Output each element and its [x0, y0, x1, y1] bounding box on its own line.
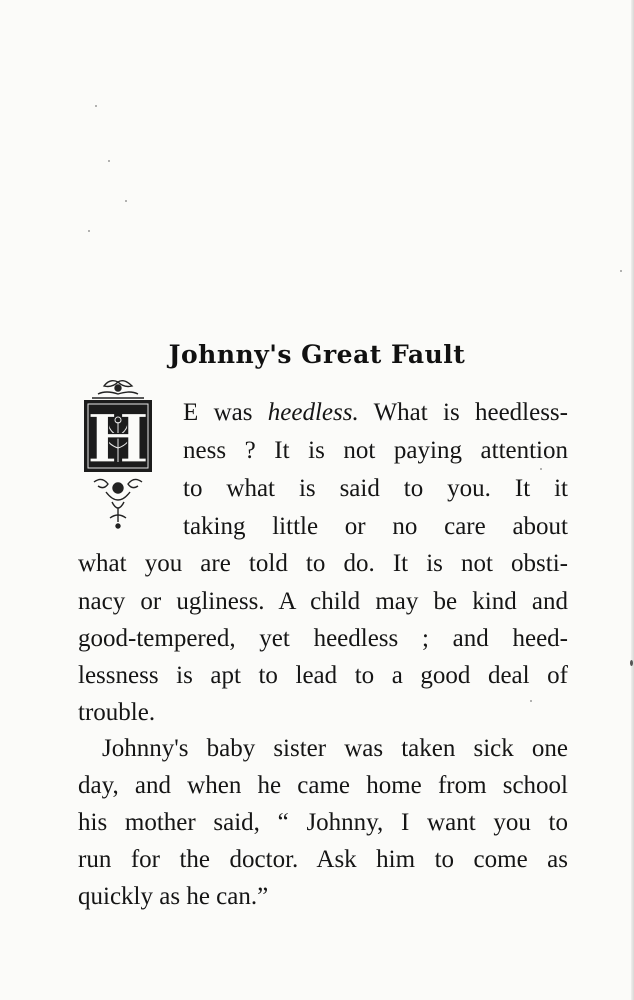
paper-speck	[95, 105, 97, 107]
paper-speck	[88, 230, 90, 232]
paper-speck	[620, 270, 622, 272]
paragraph2-line1: Johnny's baby sister was taken sick one	[102, 735, 568, 762]
paragraph1-line9: trouble.	[78, 699, 156, 726]
paper-speck	[540, 468, 542, 470]
paragraph2-line5: quickly as he can.”	[78, 883, 269, 910]
paragraph1-line4: taking little or no care about	[183, 513, 568, 540]
paragraph2-line4: run for the doctor. Ask him to come as	[78, 846, 568, 873]
drop-cap-bottom-ornament	[94, 479, 142, 528]
paragraph1-line1-italic: heedless.	[267, 399, 359, 426]
drop-cap-top-ornament	[92, 381, 144, 398]
paper-speck	[125, 200, 127, 202]
paragraph1-line5: what you are told to do. It is not obsti-	[78, 550, 568, 577]
drop-cap-letter: H	[86, 400, 150, 478]
ornamental-drop-cap	[76, 378, 160, 534]
paper-speck	[630, 660, 633, 666]
paragraph1-line1-start: E was	[183, 399, 253, 426]
paragraph1-line7: good-tempered, yet heedless ; and heed-	[78, 625, 568, 652]
paragraph2-line3: his mother said, “ Johnny, I want you to	[78, 809, 568, 836]
paragraph1-line8: lessness is apt to lead to a good deal of	[78, 662, 568, 689]
paragraph1-line1	[183, 398, 568, 428]
paragraph1-line1-end: What is heedless-	[373, 399, 568, 426]
chapter-title: Johnny's Great Fault	[168, 340, 466, 369]
paragraph1-line2: ness ? It is not paying attention	[183, 437, 568, 464]
paragraph1-line6: nacy or ugliness. A child may be kind and	[78, 588, 568, 615]
paragraph2-line2: day, and when he came home from school	[78, 772, 568, 799]
paragraph1-line3: to what is said to you. It it	[183, 475, 568, 502]
paper-speck	[108, 160, 110, 162]
paper-speck	[530, 700, 532, 702]
